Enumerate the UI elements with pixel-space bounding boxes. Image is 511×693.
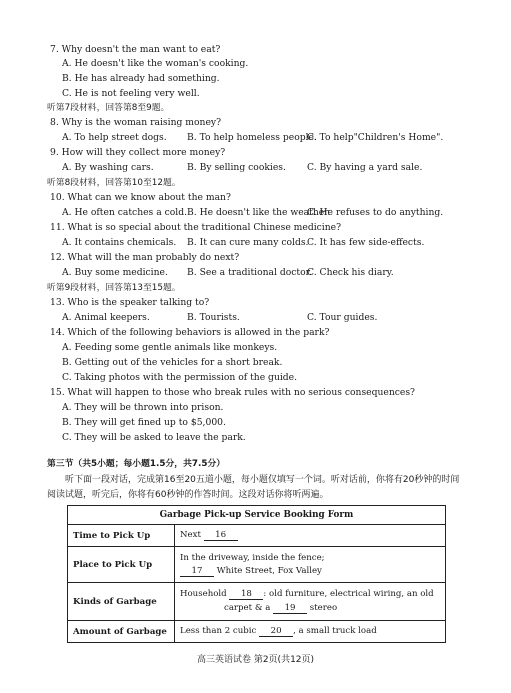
option-a: A. To help street dogs. [62, 132, 167, 143]
kinds-prefix-2: carpet & a [224, 603, 271, 613]
option-c: C. By having a yard sale. [307, 162, 423, 173]
question-12-stem: 12. What will the man probably do next? [50, 252, 240, 263]
option-a: A. He often catches a cold. [62, 207, 188, 218]
amount-prefix: Less than 2 cubic [180, 626, 257, 636]
blank-16[interactable]: 16 [204, 530, 238, 541]
row-value-place [175, 547, 446, 583]
option-b: B. Tourists. [187, 312, 240, 323]
question-10-stem: 10. What can we know about the man? [50, 192, 231, 203]
option-c: C. It has few side-effects. [307, 237, 425, 248]
section-3-instructions: 听下面一段对话，完成第16至20五道小题，每小题仅填写一个词。听对话前，你将有20秒钟的时间阅读试题，听完后，你将有60秒钟的作答时间。这段对话你将听两遍。 [47, 475, 460, 500]
question-14-option-b: B. Getting out of the vehicles for a short break. [62, 357, 283, 368]
question-15-option-b: B. They will get fined up to $5,000. [62, 417, 226, 428]
question-15-stem: 15. What will happen to those who break rules with no serious consequences? [50, 387, 415, 398]
question-7-option-b: B. He has already had something. [62, 73, 220, 84]
question-7-option-c: C. He is not feeling very well. [62, 88, 200, 99]
option-c: C. To help"Children's Home". [307, 132, 444, 143]
option-b: B. To help homeless people. [187, 132, 317, 143]
kinds-suffix: stereo [309, 603, 338, 613]
question-13-stem: 13. Who is the speaker talking to? [50, 297, 210, 308]
instruction-13-15: 听第9段材料，回答第13至15题。 [47, 283, 181, 293]
option-a: A. Animal keepers. [62, 312, 150, 323]
question-9-stem: 9. How will they collect more money? [50, 147, 226, 158]
row-value-kinds [175, 583, 446, 621]
question-14-option-c: C. Taking photos with the permission of the guide. [62, 372, 298, 383]
question-15-option-a: A. They will be thrown into prison. [62, 402, 224, 413]
amount-suffix: , a small truck load [293, 626, 377, 636]
option-b: B. He doesn't like the weather. [187, 207, 331, 218]
row-value-time [175, 525, 446, 547]
kinds-middle: : old furniture, electrical wiring, an old [263, 589, 434, 599]
instruction-8-9: 听第7段材料，回答第8至9题。 [47, 103, 170, 113]
option-c: C. He refuses to do anything. [307, 207, 444, 218]
option-b: B. It can cure many colds. [187, 237, 309, 248]
blank-17[interactable]: 17 [180, 566, 214, 577]
option-c: C. Check his diary. [307, 267, 394, 278]
place-line-1: In the driveway, inside the fence; [180, 552, 325, 563]
blank-19[interactable]: 19 [273, 603, 307, 614]
question-11-stem: 11. What is so special about the traditional Chinese medicine? [50, 222, 342, 233]
row-label-kinds: Kinds of Garbage [68, 583, 175, 621]
form-title: Garbage Pick-up Service Booking Form [68, 506, 446, 525]
option-a: A. Buy some medicine. [62, 267, 168, 278]
option-b: B. By selling cookies. [187, 162, 286, 173]
question-8-stem: 8. Why is the woman raising money? [50, 117, 222, 128]
row-label-time: Time to Pick Up [68, 525, 175, 547]
kinds-prefix: Household [180, 589, 227, 599]
question-15-option-c: C. They will be asked to leave the park. [62, 432, 246, 443]
booking-form-table [67, 505, 446, 643]
blank-20[interactable]: 20 [259, 626, 293, 637]
question-7-stem: 7. Why doesn't the man want to eat? [50, 44, 221, 55]
section-3-heading: 第三节（共5小题；每小题1.5分，共7.5分） [47, 459, 226, 469]
option-b: B. See a traditional doctor. [187, 267, 312, 278]
row-label-place: Place to Pick Up [68, 547, 175, 583]
page-footer: 高三英语试卷 第2页(共12页) [196, 655, 315, 665]
question-7-option-a: A. He doesn't like the woman's cooking. [62, 58, 249, 69]
row-label-amount: Amount of Garbage [68, 621, 175, 643]
blank-18[interactable]: 18 [229, 589, 263, 600]
question-14-option-a: A. Feeding some gentle animals like monkeys. [62, 342, 278, 353]
place-address: White Street, Fox Valley [216, 565, 322, 576]
instruction-10-12: 听第8段材料，回答第10至12题。 [47, 178, 181, 188]
option-c: C. Tour guides. [307, 312, 378, 323]
question-14-stem: 14. Which of the following behaviors is allowed in the park? [50, 327, 330, 338]
option-a: A. It contains chemicals. [62, 237, 177, 248]
time-prefix: Next [180, 530, 201, 540]
option-a: A. By washing cars. [62, 162, 154, 173]
row-value-amount [175, 621, 446, 643]
